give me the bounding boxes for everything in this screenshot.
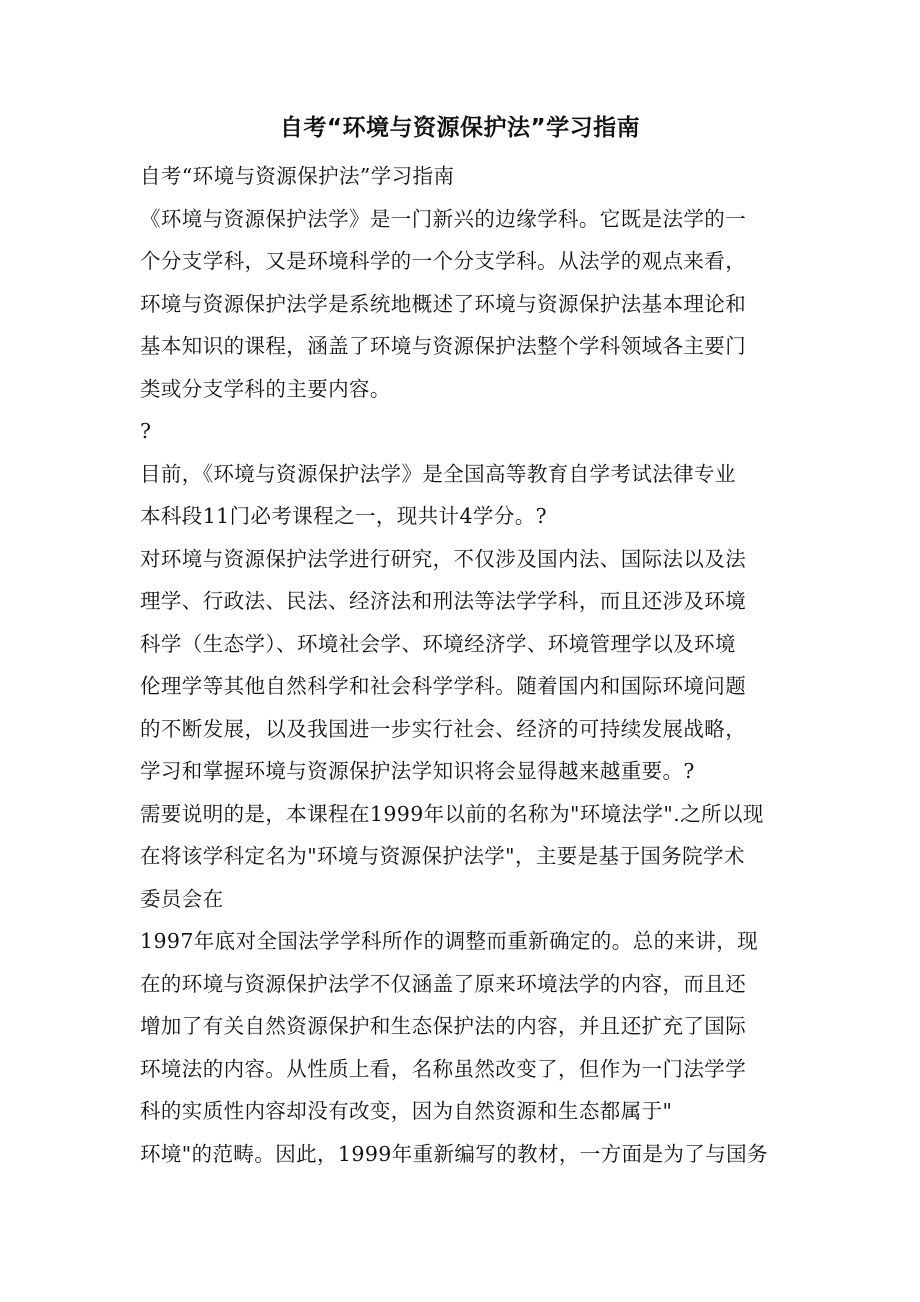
body-line: 环境"的范畴。因此，1999年重新编写的教材，一方面是为了与国务 bbox=[140, 1141, 768, 1166]
body-line: 自考“环境与资源保护法”学习指南 bbox=[140, 164, 455, 188]
body-line: 1997年底对全国法学学科所作的调整而重新确定的。总的来讲，现 bbox=[140, 929, 759, 953]
body-line: 委员会在 bbox=[140, 886, 224, 911]
body-line: 环境法的内容。从性质上看，名称虽然改变了，但作为一门法学学 bbox=[140, 1056, 747, 1081]
body-line: 学习和掌握环境与资源保护法学知识将会显得越来越重要。? bbox=[140, 759, 695, 783]
body-line: 《环境与资源保护法学》是一门新兴的边缘学科。它既是法学的一 bbox=[140, 206, 747, 231]
body-line: 增加了有关自然资源保护和生态保护法的内容，并且还扩充了国际 bbox=[140, 1014, 747, 1038]
body-line: 科学（生态学）、环境社会学、环境经济学、环境管理学以及环境 bbox=[140, 631, 736, 656]
body-line: 理学、行政法、民法、经济法和刑法等法学学科，而且还涉及环境 bbox=[140, 589, 747, 613]
body-line: 目前，《环境与资源保护法学》是全国高等教育自学考试法律专业 bbox=[140, 461, 736, 486]
body-line: 环境与资源保护法学是系统地概述了环境与资源保护法基本理论和 bbox=[140, 291, 747, 316]
body-line: 伦理学等其他自然科学和社会科学学科。随着国内和国际环境问题 bbox=[140, 674, 747, 698]
body-line: ? bbox=[140, 419, 152, 443]
document-body bbox=[140, 155, 780, 1175]
body-line: 本科段11门必考课程之一，现共计4学分。? bbox=[140, 504, 548, 528]
body-line: 类或分支学科的主要内容。 bbox=[140, 376, 391, 401]
body-line: 个分支学科，又是环境科学的一个分支学科。从法学的观点来看， bbox=[140, 249, 747, 273]
body-line: 的不断发展，以及我国进一步实行社会、经济的可持续发展战略， bbox=[140, 716, 747, 741]
body-line: 在将该学科定名为"环境与资源保护法学"，主要是基于国务院学术 bbox=[140, 844, 745, 868]
body-line: 基本知识的课程，涵盖了环境与资源保护法整个学科领域各主要门 bbox=[140, 334, 747, 358]
body-line: 需要说明的是，本课程在1999年以前的名称为"环境法学".之所以现 bbox=[140, 801, 764, 826]
document-title: 自考“环境与资源保护法”学习指南 bbox=[279, 115, 641, 141]
body-line: 科的实质性内容却没有改变，因为自然资源和生态都属于" bbox=[140, 1099, 673, 1123]
body-line: 对环境与资源保护法学进行研究，不仅涉及国内法、国际法以及法 bbox=[140, 546, 747, 571]
body-line: 在的环境与资源保护法学不仅涵盖了原来环境法学的内容，而且还 bbox=[140, 971, 747, 996]
